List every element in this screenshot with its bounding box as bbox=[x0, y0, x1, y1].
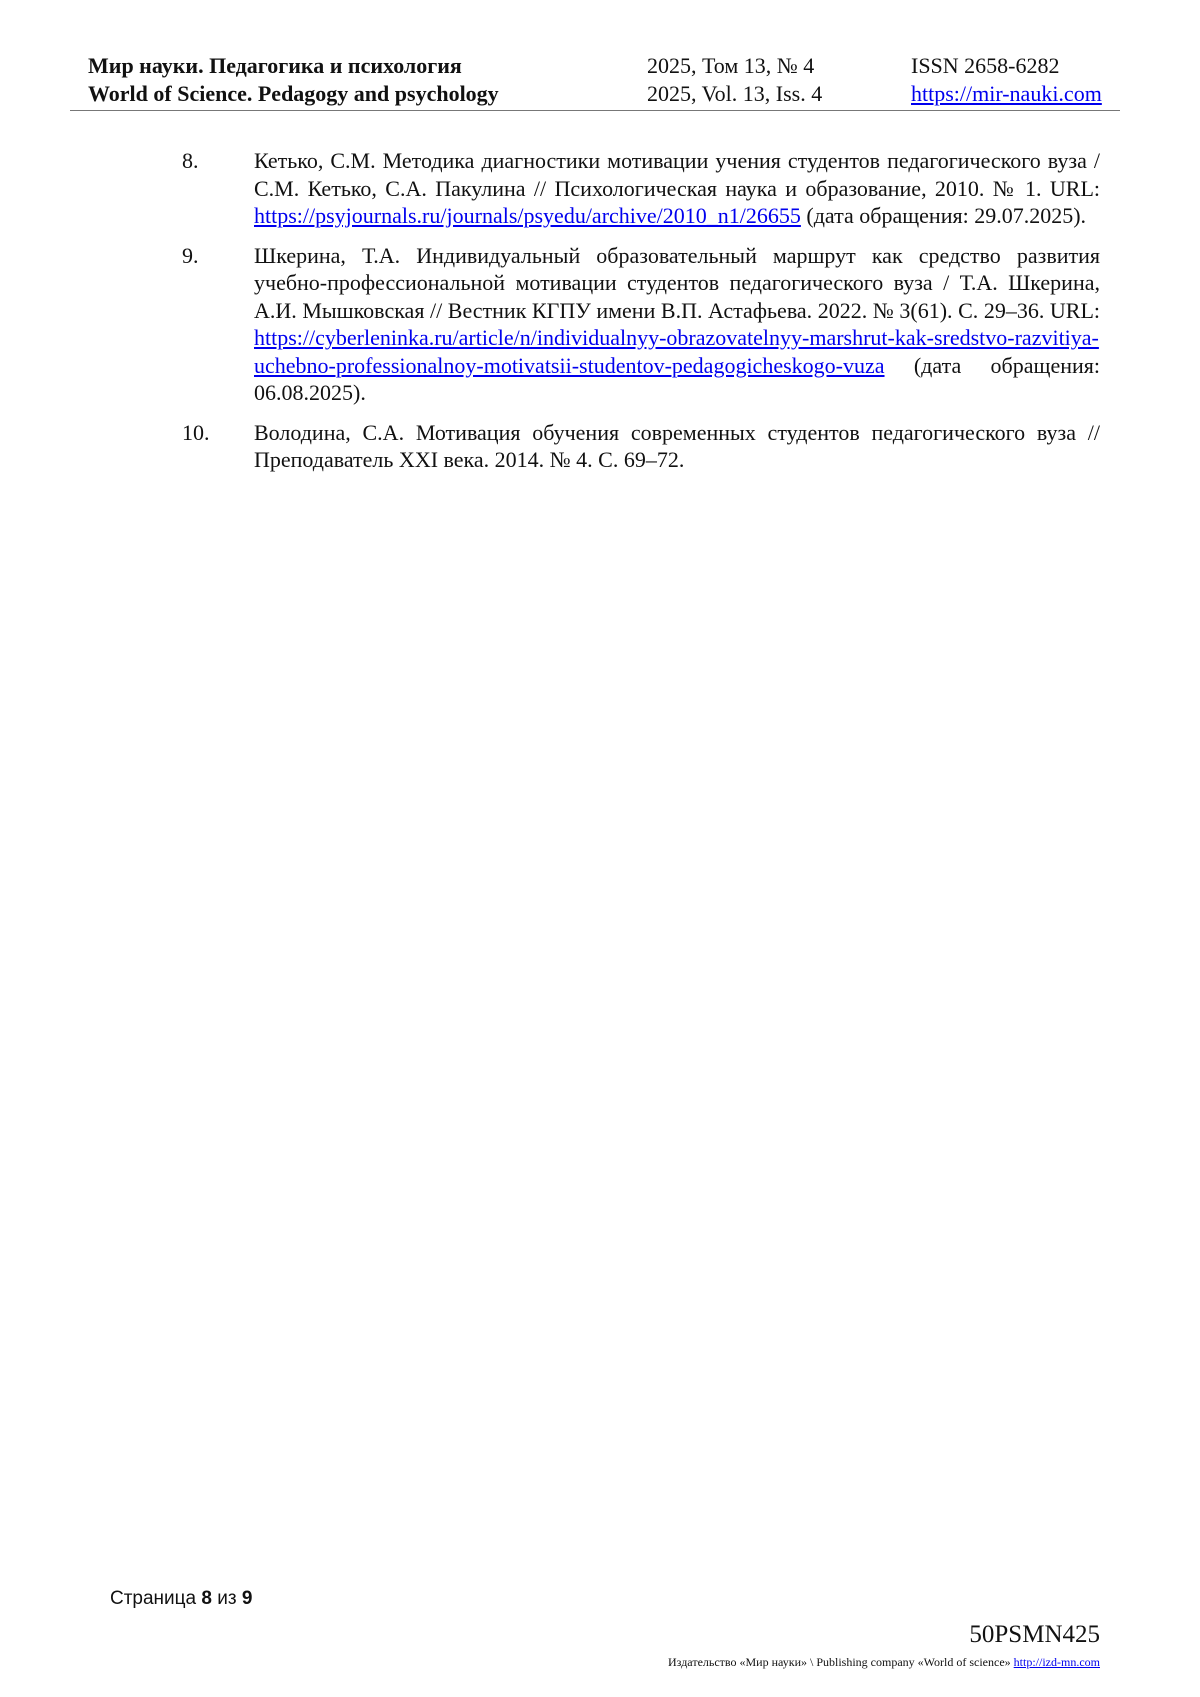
page-header bbox=[70, 52, 1120, 111]
reference-text bbox=[254, 419, 1100, 474]
journal-site-link[interactable]: https://mir-nauki.com bbox=[911, 81, 1102, 106]
reference-url-link[interactable]: https://psyjournals.ru/journals/psyedu/archive/2010_n1/26655 bbox=[254, 203, 801, 228]
journal-title-ru: Мир науки. Педагогика и психология bbox=[88, 53, 462, 78]
publisher-text: Издательство «Мир науки» \ Publishing company «World of science» bbox=[668, 1655, 1011, 1669]
publisher-line bbox=[668, 1654, 1100, 1670]
reference-citation: Шкерина, Т.А. Индивидуальный образовательный маршрут как средство развития учебно-профессиональной мотивации студентов педагогического вуза / Т.А. Шкерина, А.И. Мышковская // Вестник КГПУ имени В.П. Астафьева. 2022. № 3(61). С. 29–36. URL: bbox=[254, 242, 1100, 323]
reference-text bbox=[254, 147, 1100, 230]
reference-number: 10. bbox=[182, 419, 210, 445]
journal-title-en: World of Science. Pedagogy and psychology bbox=[88, 81, 499, 106]
reference-item bbox=[182, 419, 1100, 474]
reference-item bbox=[182, 242, 1100, 407]
reference-text bbox=[254, 242, 1100, 407]
reference-list bbox=[182, 147, 1100, 486]
page-counter bbox=[110, 1587, 252, 1611]
reference-number: 9. bbox=[182, 242, 199, 268]
reference-access-date: (дата обращения: 06.08.2025). bbox=[254, 352, 1100, 405]
page-current: 8 bbox=[201, 1588, 212, 1609]
page-prefix: Страница bbox=[110, 1588, 197, 1609]
reference-access-date: (дата обращения: 29.07.2025). bbox=[800, 203, 1087, 228]
page-total: 9 bbox=[241, 1588, 253, 1609]
reference-url-link[interactable]: https://cyberleninka.ru/article/n/individualnyy-obrazovatelnyy-marshrut-kak-sredstvo-razvitiya-uchebno-professionalnoy-motivatsii-studentov-pedagogicheskogo-vuza bbox=[254, 325, 1099, 378]
article-code: 50PSMN425 bbox=[969, 1621, 1100, 1648]
issue-info-en: 2025, Vol. 13, Iss. 4 bbox=[647, 81, 823, 106]
issue-info-ru: 2025, Том 13, № 4 bbox=[647, 53, 815, 78]
reference-citation: Володина, С.А. Мотивация обучения современных студентов педагогического вуза // Преподаватель XXI века. 2014. № 4. С. 69–72. bbox=[254, 419, 1100, 472]
page-separator: из bbox=[217, 1588, 237, 1609]
reference-number: 8. bbox=[182, 148, 199, 173]
issn: ISSN 2658-6282 bbox=[911, 53, 1060, 78]
reference-citation: Кетько, С.М. Методика диагностики мотивации учения студентов педагогического вуза / С.М. Кетько, С.А. Пакулина // Психологическая наука и образование, 2010. № 1. URL: bbox=[254, 148, 1100, 201]
publisher-link[interactable]: http://izd-mn.com bbox=[1013, 1655, 1100, 1669]
reference-item bbox=[182, 147, 1100, 230]
